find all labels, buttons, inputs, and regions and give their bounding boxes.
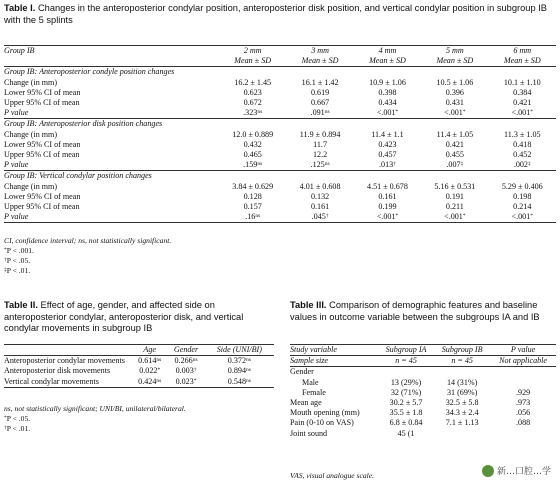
table-cell: .045† [311,212,329,222]
table-cell: 0.432 [243,139,262,149]
table-cell: $.159^{ns}$ [243,160,263,170]
table1-col-stat: Mean ± SD [369,56,406,66]
table-cell: 0.384 [513,87,532,97]
table-cell: 0.452 [513,150,532,160]
row-label: Upper 95% CI of mean [4,150,80,160]
table-cell: 45 (1 [397,428,415,438]
table3-footnotes [290,471,374,481]
table3-sample-value: Not applicable [499,356,548,366]
table-cell [378,367,434,378]
table-cell: 0.421 [513,98,532,108]
table-cell [490,367,556,378]
table-row [290,367,556,378]
table-cell: $0.894^{ns}$ [227,366,251,376]
row-label: Male [302,377,319,387]
table-cell: 0.465 [243,150,262,160]
row-label: Female [302,387,326,397]
row-label: Lower 95% CI of mean [4,191,81,201]
table-cell: 7.1 ± 1.13 [445,418,479,428]
table-cell [434,367,490,378]
table-cell: .973 [516,398,531,408]
table-cell: $.16^{ns}$ [245,212,261,222]
table1 [4,45,556,223]
table2-col-header: Side (UNI/BI) [216,345,262,354]
table-cell: 0.623 [243,87,262,97]
table-row [290,408,556,418]
table-row [4,150,556,160]
footnote: ‡P < .01. [4,266,31,275]
table-cell: 0.455 [445,150,464,160]
table1-footnotes [4,236,171,276]
table1-caption-label: Table I. [4,3,36,13]
table-cell: 11.7 [313,139,328,149]
table-cell: .929 [516,387,531,397]
table-cell: 0.421 [445,139,464,149]
table-cell: 12.2 [313,150,328,160]
table1-col-stat: Mean ± SD [301,56,339,66]
table1-col-stat: Mean ± SD [436,56,474,66]
watermark [479,463,554,478]
table1-section-header [4,67,556,78]
table2-caption [4,300,274,335]
table-cell: 34.3 ± 2.4 [445,408,479,418]
table-row [4,182,556,192]
table-cell: 0.418 [513,139,532,149]
row-label: Pain (0-10 on VAS) [290,418,354,428]
table-cell: 0.198 [513,191,532,201]
table3-col-header: Subgroup IB [441,345,483,354]
table-cell: 0.398 [378,87,397,97]
table-cell: 5.29 ± 0.406 [501,181,543,191]
table3-col-header: Subgroup IA [385,345,427,354]
table-cell: 0.672 [243,98,262,108]
table-cell: .007‡ [446,160,464,170]
table-cell: .013† [379,160,396,170]
table-cell: 0.023* [175,376,197,386]
table-row [4,78,556,88]
table2-body [4,356,274,388]
table3-col-header: Study variable [290,345,337,354]
table-cell: 0.161 [310,202,330,212]
table2 [4,344,274,388]
row-label: Lower 95% CI of mean [4,139,81,149]
table-row [4,377,274,388]
table2-footnotes [4,404,186,434]
table-cell: 0.211 [445,202,464,212]
table-row [4,140,556,150]
table-cell: 0.214 [513,202,532,212]
table-cell: 0.191 [445,191,464,201]
footnote: *P < .05. [4,414,31,423]
row-label: Mean age [290,398,322,408]
table-cell: 31 (69%) [446,387,478,397]
table-cell: <.001* [444,108,466,118]
table-cell: 13 (29%) [390,377,422,387]
table-cell: $0.372^{ns}$ [227,356,251,366]
table-cell [490,378,556,388]
table-cell: 30.2 ± 5.7 [389,398,423,408]
table-cell: 35.5 ± 1.8 [389,408,423,418]
table-cell: <.001* [511,108,534,118]
row-label: Upper 95% CI of mean [4,98,80,108]
table-cell: $0.548^{ns}$ [227,376,251,386]
table-cell: 0.667 [310,98,330,108]
table-cell: 11.3 ± 1.05 [504,129,541,139]
table3-sample-label: Sample size [290,356,328,366]
table3 [290,344,556,439]
table-cell: <.001* [444,212,466,222]
table-row [4,202,556,212]
table-cell: 10.9 ± 1.06 [369,77,406,87]
table1-section-header [4,119,556,130]
table1-col-size: 2 mm [243,46,262,55]
table-row [290,388,556,398]
table-row [4,212,556,223]
table-cell: 4.01 ± 0.608 [299,181,341,191]
table-row [4,88,556,98]
row-label: Upper 95% CI of mean [4,202,80,212]
table1-col-size: 6 mm [513,46,532,55]
table-cell: 11.4 ± 1.05 [436,129,474,139]
table-cell: 14 (31%) [446,377,478,387]
row-label: Gender [290,367,314,377]
table-row [290,418,556,428]
table1-col-stat: Mean ± SD [503,56,541,66]
table3-caption-text: Comparison of demographic features and baseline values in outcome variable between the subgroups IA and IB [290,300,540,322]
table-cell: 0.022* [139,366,161,376]
row-label: Change (in mm) [4,129,58,139]
table-row [4,108,556,119]
table1-col-size: 5 mm [445,46,464,55]
table2-col-header: Age [143,345,157,354]
table-cell: $.091^{ns}$ [310,108,330,118]
row-label: P value [4,108,29,118]
table-cell: 32.5 ± 5.8 [445,398,479,408]
row-label: Change (in mm) [4,181,58,191]
table-row [4,366,274,376]
row-label: Anteroposterior disk movements [4,366,111,376]
table-row [290,398,556,408]
table-cell: 0.128 [243,191,262,201]
table-cell: 0.457 [378,150,397,160]
table-cell: 0.199 [378,202,397,212]
table-cell: 0.396 [445,87,464,97]
table1-caption-text: Changes in the anteroposterior condylar position, anteroposterior disk position, and vertical condylar position in subgroup IB with the 5 splints [4,3,547,25]
table2-caption-label: Table II. [4,300,38,310]
table-row [4,98,556,108]
table-cell: 11.9 ± 0.894 [299,129,341,139]
table-cell: 10.1 ± 1.10 [503,77,541,87]
table-cell: 5.16 ± 0.531 [434,181,476,191]
table3-sample-value: n = 45 [451,356,473,366]
table-cell: $0.424^{ns}$ [138,376,162,386]
table2-caption-text: Effect of age, gender, and affected side on anteroposterior condylar, anteroposterior disk, and vertical condylar movements in subgroup IB [4,300,244,333]
table-cell [490,429,556,439]
table-cell: .056 [516,408,531,418]
table-cell: 32 (71%) [390,387,422,397]
row-label: Joint sound [290,428,328,438]
table2-col-header: Gender [173,345,199,354]
table-cell: 0.132 [310,191,330,201]
row-label: P value [4,212,29,222]
watermark-text: 新…口腔…学 [496,467,551,477]
footnote: †P < .05. [4,256,31,265]
table-row [4,130,556,140]
watermark-logo-icon [482,465,494,477]
table-cell: 16.1 ± 1.42 [301,77,339,87]
table-cell: 10.5 ± 1.06 [436,77,474,87]
table-cell: 3.84 ± 0.629 [232,181,274,191]
table-row [290,429,556,439]
table-cell: $0.614^{ns}$ [138,356,162,366]
section-title: Group IB: Anteroposterior condyle position changes [4,67,175,77]
table-row [4,160,556,171]
table3-body [290,367,556,439]
row-label: Lower 95% CI of mean [4,87,81,97]
table-cell: $.125^{ns}$ [310,160,330,170]
footnote: VAS, visual analogue scale. [290,471,375,480]
row-label: Mouth opening (mm) [290,408,360,418]
table-cell: $0.266^{ns}$ [174,356,198,366]
table1-caption [4,3,556,26]
section-title: Group IB: Vertical condylar position changes [4,171,152,181]
footnote: †P < .01. [4,424,31,433]
table-cell: 6.8 ± 0.84 [389,418,423,428]
row-label: Anteroposterior condylar movements [4,356,125,366]
row-label: Change (in mm) [4,77,58,87]
table-row [4,356,274,367]
table-cell: 0.161 [378,191,397,201]
footnote: ns, not statistically significant; UNI/BI, unilateral/bilateral. [4,404,186,413]
table1-col-size: 3 mm [311,46,329,55]
table-cell: <.001* [376,212,399,222]
footnote: *P < .001. [4,246,34,255]
table-cell: .088 [516,418,531,428]
table-cell: 0.619 [310,87,330,97]
table3-sample-value: n = 45 [395,356,417,366]
row-label: P value [4,160,29,170]
table3-col-header: P value [510,345,536,354]
table-cell: 0.003† [175,366,197,376]
table-cell: 0.434 [378,98,397,108]
row-label: Vertical condylar movements [4,376,99,386]
table1-body [4,67,556,223]
table3-caption-label: Table III. [290,300,327,310]
table1-group-header: Group IB [4,46,35,55]
table1-col-size: 4 mm [378,46,397,55]
table1-section-header [4,171,556,182]
table-row [4,192,556,202]
table-cell: 0.423 [378,139,397,149]
table1-col-stat: Mean ± SD [234,56,272,66]
table-cell: 0.157 [243,202,262,212]
section-title: Group IB: Anteroposterior disk position changes [4,119,163,129]
table3-caption [290,300,556,323]
table-cell: 0.431 [445,98,464,108]
table-cell: $.323^{ns}$ [243,108,263,118]
table-cell: 16.2 ± 1.45 [234,77,272,87]
footnote: CI, confidence interval; ns, not statistically significant. [4,236,172,245]
table-cell: .002‡ [513,160,531,170]
table-cell [434,429,490,439]
table-cell: 11.4 ± 1.1 [371,129,404,139]
table-cell: <.001* [511,212,534,222]
table-cell: 12.0 ± 0.889 [232,129,274,139]
table-cell: 4.51 ± 0.678 [367,181,408,191]
table-row [290,378,556,388]
table-cell: <.001* [376,108,399,118]
